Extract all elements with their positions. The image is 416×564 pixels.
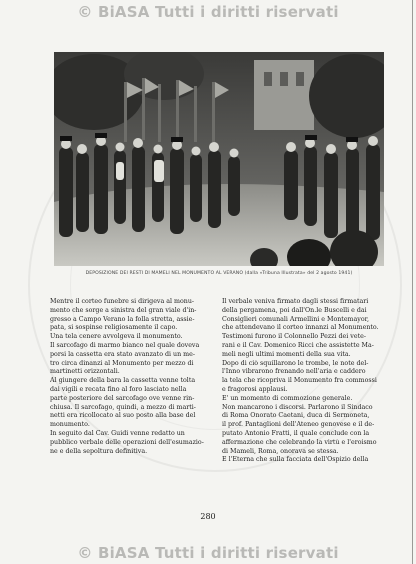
- watermark-bottom: © BiASA Tutti i diritti riservati: [77, 544, 339, 562]
- text-line: netti era ricollocato al suo posto alla base del: [50, 412, 196, 420]
- text-line: mento che sorge a sinistra del gran viale d'in-: [50, 306, 197, 314]
- text-line: Dopo di ciò squillarono le trombe, le note del-: [222, 359, 369, 367]
- text-line: martinetti orizzontali.: [50, 368, 120, 376]
- engraving-illustration: [54, 52, 384, 266]
- text-line: l'Inno vibrarono frenando nell'aria e caddero: [222, 368, 366, 376]
- text-line: e fragorosi applausi.: [222, 385, 288, 393]
- page-edge: [412, 0, 413, 564]
- text-line: rani e il Cav. Domenico Ricci che assistette Ma-: [222, 341, 374, 349]
- text-line: gresso a Campo Verano la folla stretta, assie-: [50, 315, 195, 323]
- text-line: E' un momento di commozione generale.: [222, 394, 353, 402]
- text-line: monumento.: [50, 421, 90, 429]
- text-line: parte posteriore del sarcofago ove venne rin-: [50, 394, 195, 402]
- text-line: E l'Eterna che sulla facciata dell'Ospizio della: [222, 456, 369, 464]
- text-line: Non mancarono i discorsi. Parlarono il Sindaco: [222, 403, 373, 411]
- text-line: pubblico verbale delle operazioni dell'esumazio-: [50, 438, 204, 446]
- text-line: In seguito dal Cav. Guidi venne redatto un: [50, 429, 185, 437]
- page-number: 280: [200, 512, 216, 521]
- text-line: meli negli ultimi momenti della sua vita.: [222, 350, 351, 358]
- text-line: putato Antonio Fratti, il quale conclude con la: [222, 429, 370, 437]
- text-line: Al giungere della bara la cassetta venne tolta: [50, 377, 196, 385]
- text-line: il prof. Pantaglioni dell'Ateneo genovese e il de-: [222, 421, 375, 429]
- text-line: Testimoni furono il Colonnello Pezzi dei vete-: [222, 333, 366, 341]
- text-line: che attendevano il corteo innanzi al Monumento.: [222, 324, 379, 332]
- text-line: Il verbale veniva firmato dagli stessi firmatari: [222, 298, 369, 305]
- text-line: pata, si sospinse religiosamente il capo.: [50, 324, 178, 332]
- text-line: chiusa. Il sarcofago, quindi, a mezzo di marti-: [50, 403, 196, 411]
- text-column-right: [222, 298, 384, 465]
- figure-caption: DEPOSIZIONE DEI RESTI DI MAMELI NEL MONUMENTO AL VERANO (dalla «Tribuna Illustrata» del 2 agosto 1941): [85, 271, 353, 276]
- text-line: Mentre il corteo funebre si dirigeva al monu-: [50, 298, 194, 305]
- text-column-left: [50, 298, 212, 456]
- text-line: la tela che ricopriva il Monumento fra commossi: [222, 377, 377, 385]
- text-line: di Roma Onorato Caetani, duca di Sermoneta,: [222, 412, 370, 420]
- text-line: Una tela cenere avvolgeva il monumento.: [50, 333, 183, 341]
- text-line: affermazione che celebrando la virtù e l'eroismo: [222, 438, 377, 446]
- text-line: Il sarcofago di marmo bianco nel quale doveva: [50, 341, 200, 349]
- watermark-top: © BiASA Tutti i diritti riservati: [77, 3, 339, 21]
- text-line: porsi la cassetta era stato avanzato di un me-: [50, 350, 195, 358]
- text-line: tro circa dinanzi al Monumento per mezzo di: [50, 359, 194, 367]
- text-line: di Mameli, Roma, onorava se stessa.: [222, 447, 339, 455]
- text-line: dai vigili e recata fino al foro lasciato nella: [50, 385, 187, 393]
- text-line: ne e della sepoltura definitiva.: [50, 447, 148, 455]
- text-line: della pergamena, poi dall'On.le Buscelli e dai: [222, 306, 367, 314]
- text-line: Consiglieri comunali Armellini e Montemayor,: [222, 315, 369, 323]
